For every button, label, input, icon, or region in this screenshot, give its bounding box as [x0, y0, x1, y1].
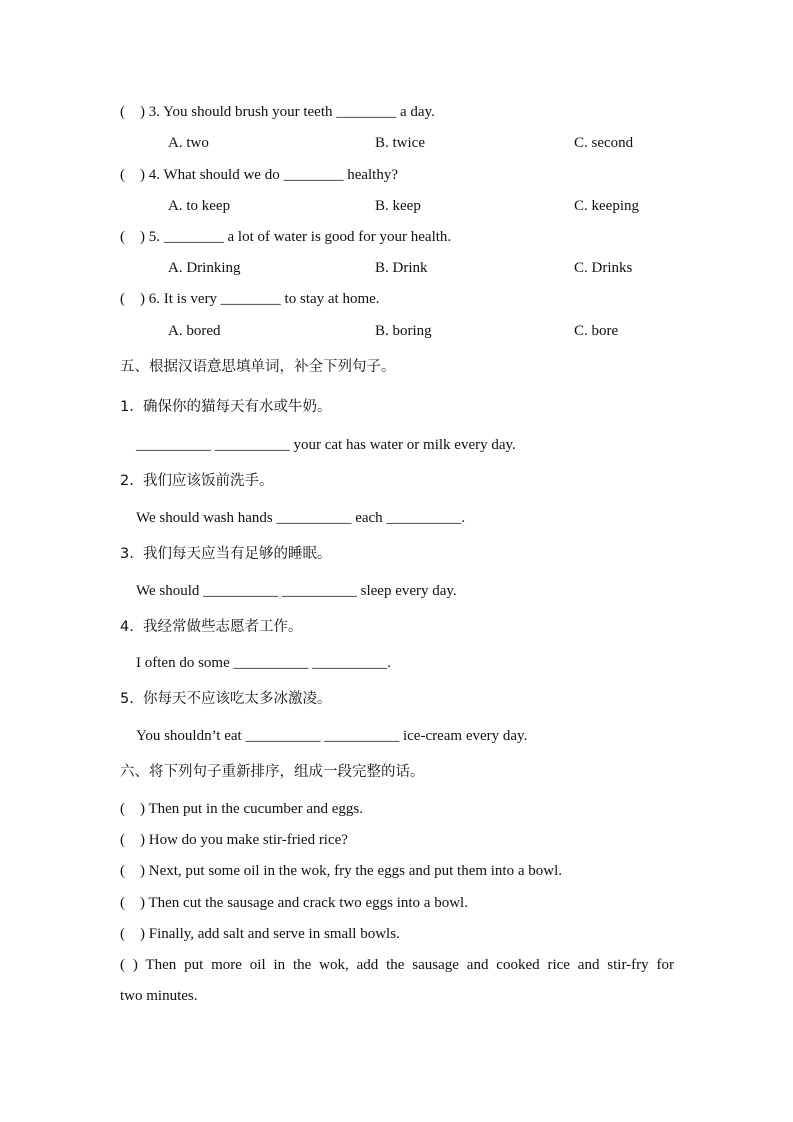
- section5-heading: 五、根据汉语意思填单词，补全下列句子。: [120, 359, 396, 375]
- option-c: C. bore: [574, 323, 619, 339]
- item1-english: __________ __________ your cat has water or milk every day.: [136, 437, 516, 453]
- item2-english: We should wash hands __________ each __________.: [136, 510, 466, 526]
- reorder-line: ( ) Then put in the cucumber and eggs.: [120, 801, 363, 817]
- item3-chinese: 3. 我们每天应当有足够的睡眠。: [120, 546, 332, 562]
- section6-heading: 六、将下列句子重新排序，组成一段完整的话。: [120, 764, 425, 780]
- question-stem: ( ) 4. What should we do ________ healthy?: [120, 167, 399, 183]
- option-c: C. keeping: [574, 198, 639, 214]
- option-b: B. boring: [375, 323, 432, 339]
- item3-english: We should __________ __________ sleep every day.: [136, 583, 457, 599]
- question-stem: ( ) 6. It is very ________ to stay at home.: [120, 291, 380, 307]
- reorder-line: ( ) Then cut the sausage and crack two eggs into a bowl.: [120, 895, 468, 911]
- reorder-line: ( ) Next, put some oil in the wok, fry the eggs and put them into a bowl.: [120, 863, 563, 879]
- option-a: A. to keep: [168, 198, 231, 214]
- item5-english: You shouldn’t eat __________ __________ ice-cream every day.: [136, 728, 528, 744]
- item5-chinese: 5. 你每天不应该吃太多冰激凌。: [120, 691, 332, 707]
- item1-chinese: 1. 确保你的猫每天有水或牛奶。: [120, 399, 332, 415]
- option-a: A. two: [168, 135, 209, 151]
- item4-chinese: 4. 我经常做些志愿者工作。: [120, 619, 303, 635]
- question-stem: ( ) 5. ________ a lot of water is good for your health.: [120, 229, 452, 245]
- question-stem: ( ) 3. You should brush your teeth ________ a day.: [120, 104, 435, 120]
- reorder-line: ( ) Finally, add salt and serve in small bowls.: [120, 926, 400, 942]
- option-b: B. keep: [375, 198, 421, 214]
- option-a: A. Drinking: [168, 260, 241, 276]
- option-b: B. Drink: [375, 260, 428, 276]
- item2-chinese: 2. 我们应该饭前洗手。: [120, 473, 274, 489]
- option-c: C. Drinks: [574, 260, 633, 276]
- reorder-line-continuation: two minutes.: [120, 988, 198, 1004]
- option-c: C. second: [574, 135, 634, 151]
- item4-english: I often do some __________ __________.: [136, 655, 391, 671]
- reorder-line: ( ) How do you make stir-fried rice?: [120, 832, 348, 848]
- option-b: B. twice: [375, 135, 425, 151]
- reorder-line: ( ) Then put more oil in the wok, add the sausage and cooked rice and stir-fry for: [120, 957, 674, 973]
- option-a: A. bored: [168, 323, 221, 339]
